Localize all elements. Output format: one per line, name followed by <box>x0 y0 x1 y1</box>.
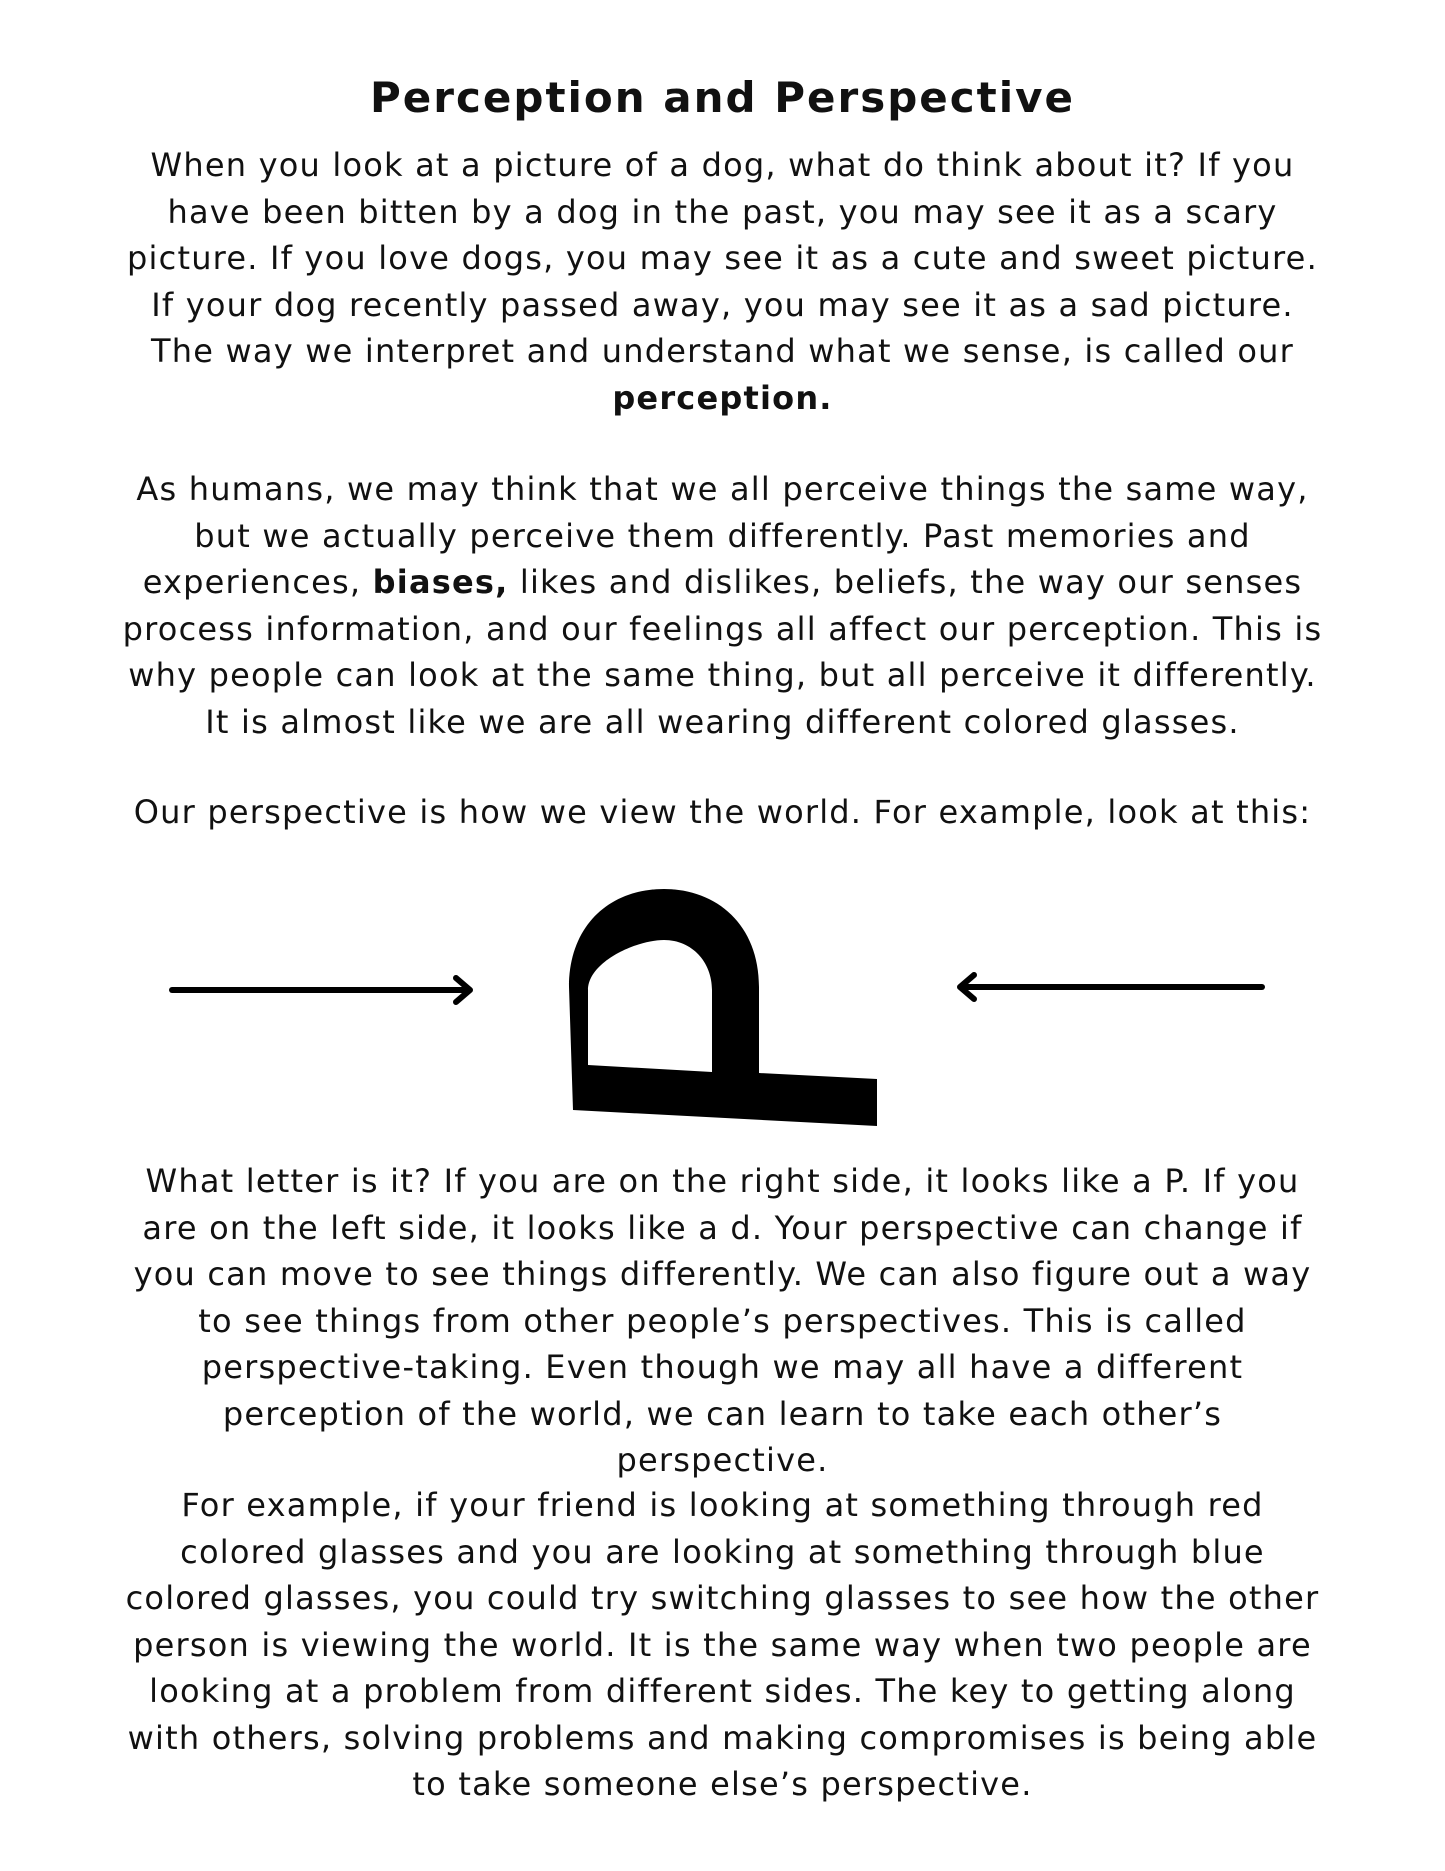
text-line: It is almost like we are all wearing different colored glasses. <box>205 702 1240 741</box>
page-title: Perception and Perspective <box>370 73 1075 122</box>
text-line: Our perspective is how we view the world. For example, look at this: <box>133 793 1312 831</box>
text-line: person is viewing the world. It is the same way when two people are <box>133 1625 1312 1664</box>
text-line: For example, if your friend is looking at something through red <box>181 1486 1264 1524</box>
right-arrow-icon <box>172 978 470 1002</box>
text-line: picture. If you love dogs, you may see it as a cute and sweet picture. <box>127 239 1318 277</box>
paragraph-colored-glasses <box>70 1482 1375 1808</box>
text-line-biases <box>70 559 1375 606</box>
paragraph-which-letter <box>70 1158 1375 1484</box>
perspective-figure <box>0 880 1445 1140</box>
text-line: to see things from other people’s perspectives. This is called <box>198 1301 1247 1340</box>
text-line: with others, solving problems and making compromises is being able <box>127 1718 1318 1757</box>
left-arrow-icon <box>960 975 1262 999</box>
text-line: why people can look at the same thing, but all perceive it differently. <box>128 656 1317 694</box>
text-line: colored glasses, you could try switching glasses to see how the other <box>125 1579 1320 1617</box>
term-line <box>70 375 1375 422</box>
text-line: If your dog recently passed away, you may see it as a sad picture. <box>151 285 1294 324</box>
text-line: but we actually perceive them differently. Past memories and <box>194 516 1251 555</box>
letter-p-shape <box>569 889 877 1126</box>
paragraph-perspective-intro <box>70 789 1375 836</box>
text-line: perception of the world, we can learn to take each other’s <box>222 1394 1223 1433</box>
text-segment: likes and dislikes, beliefs, the way our senses <box>508 563 1303 601</box>
text-line: When you look at a picture of a dog, what do think about it? If you <box>150 146 1295 184</box>
text-line: process information, and our feelings all affect our perception. This is <box>122 609 1323 648</box>
text-line: you can move to see things differently. We can also figure out a way <box>133 1255 1312 1293</box>
text-line: As humans, we may think that we all perceive things the same way, <box>136 470 1309 508</box>
paragraph-perception <box>70 142 1375 421</box>
paragraph-perceive-differently <box>70 466 1375 745</box>
text-line: colored glasses and you are looking at something through blue <box>180 1532 1265 1571</box>
text-line: The way we interpret and understand what we sense, is called our <box>151 332 1294 370</box>
text-line: are on the left side, it looks like a d. Your perspective can change if <box>142 1208 1303 1247</box>
text-line: perspective. <box>616 1441 829 1479</box>
text-line: to take someone else’s perspective. <box>412 1765 1033 1803</box>
text-line: What letter is it? If you are on the right side, it looks like a P. If you <box>145 1162 1300 1200</box>
text-line: looking at a problem from different sides. The key to getting along <box>149 1672 1296 1710</box>
term-perception: perception. <box>612 378 833 417</box>
text-line: perspective-taking. Even though we may all have a different <box>201 1348 1244 1386</box>
term-biases: biases, <box>372 563 509 601</box>
text-line: have been bitten by a dog in the past, you may see it as a scary <box>167 192 1278 231</box>
text-segment: experiences, <box>142 563 373 601</box>
